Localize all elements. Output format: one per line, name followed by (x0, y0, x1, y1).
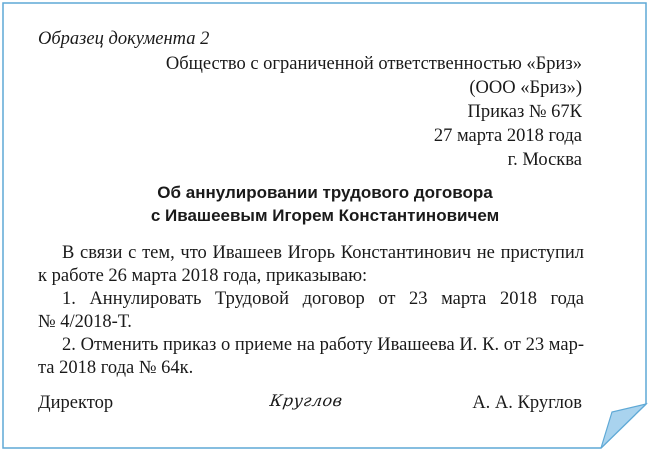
order-city: г. Москва (507, 150, 582, 170)
document-title-line-1: Об аннулировании трудового договора (157, 183, 493, 202)
item-2-line-2: та 2018 года № 64к. (38, 358, 194, 378)
document-sheet (2, 2, 648, 449)
order-date: 27 марта 2018 года (433, 126, 582, 146)
signatory-name: А. А. Круглов (472, 393, 582, 413)
signatory-position: Директор (38, 393, 114, 413)
item-1-line-2: № 4/2018-Т. (38, 312, 132, 332)
organization-full-name: Общество с ограниченной ответственностью «Бриз» (165, 54, 582, 74)
order-number: Приказ № 67К (467, 102, 582, 122)
organization-short-name: (ООО «Бриз») (469, 78, 582, 98)
item-1-line-1: 1. Аннулировать Трудовой договор от 23 марта 2018 года (62, 289, 584, 309)
handwritten-signature: Круглов (268, 391, 344, 410)
body-paragraph-1-line-1: В связи с тем, что Ивашеев Игорь Константинович не приступил (62, 243, 584, 263)
sample-label: Образец документа 2 (38, 29, 210, 49)
body-paragraph-1-line-2: к работе 26 марта 2018 года, приказываю: (38, 266, 368, 286)
document-title-line-2: с Ивашеевым Игорем Константиновичем (150, 206, 500, 225)
item-2-line-1: 2. Отменить приказ о приеме на работу Ивашеева И. К. от 23 мар- (62, 335, 584, 355)
